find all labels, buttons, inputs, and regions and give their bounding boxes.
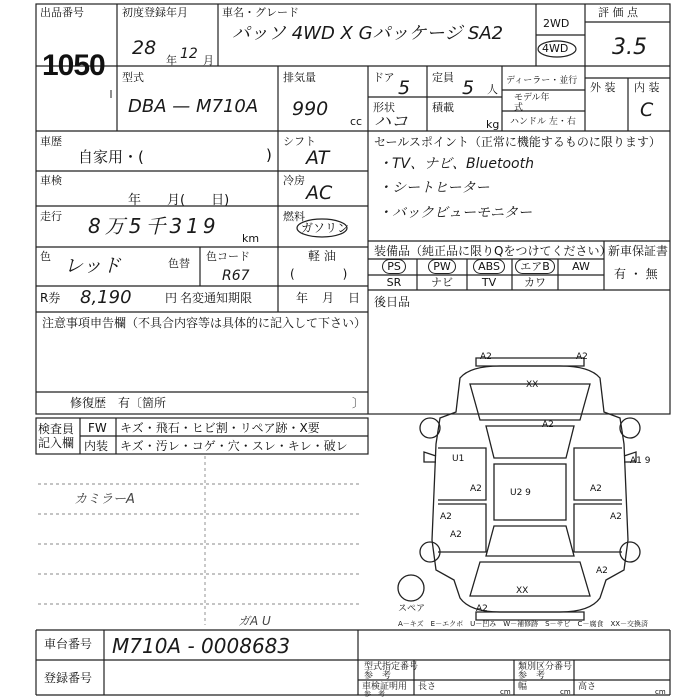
class-label: 類別区分番号: [518, 662, 573, 672]
mark-front-left: A2: [480, 352, 492, 362]
height-cm: cm: [655, 688, 666, 696]
rating-value: 3.5: [612, 35, 647, 60]
interior-row-label: 内装: [84, 439, 109, 453]
color-code-value: R67: [222, 268, 250, 284]
handle-label: ハンドル 左・右: [510, 117, 576, 127]
inspection-fields: 年 月( 日): [128, 193, 230, 208]
nc-year-unit: 年: [296, 291, 309, 305]
height-label: 高さ: [578, 682, 597, 692]
damage-legend: A－キズ E－エクボ U－凹み W－補修跡 S－サビ C－腐食 XX－交換済: [398, 620, 649, 628]
doors-value: 5: [398, 77, 411, 99]
load-label: 積載: [432, 101, 454, 114]
capacity-label: 定員: [432, 71, 454, 84]
doors-label: ドア: [373, 71, 395, 84]
mark-roof: U2 9: [510, 488, 531, 498]
equip-abs: ABS: [473, 259, 505, 274]
sales-point-2: ・シートヒーター: [378, 180, 490, 196]
first-reg-year: 28: [132, 37, 157, 59]
length-label: 長さ: [418, 682, 437, 692]
width-cm: cm: [560, 688, 571, 696]
shift-label: シフト: [283, 135, 316, 148]
diagram-note: ガA U: [238, 614, 271, 628]
warranty-value: 有 ・ 無: [614, 267, 658, 281]
inspector-label: 検査員記入欄: [38, 422, 75, 450]
name-grade-value: パッソ 4WD X Gパッケージ SA2: [232, 23, 504, 44]
equipment-title: 装備品（純正品に限りQをつけてください）: [374, 244, 612, 258]
color-code-label: 色コード: [206, 250, 250, 263]
displacement-value: 990: [292, 98, 329, 120]
km-unit: km: [242, 232, 260, 245]
capacity-value: 5: [462, 77, 475, 99]
mark-windshield: A2: [542, 420, 554, 430]
interior-value: C: [640, 99, 654, 121]
fuel-paren: ( ): [290, 267, 348, 281]
warranty-label: 新車保証書: [608, 244, 669, 258]
kg-unit: kg: [486, 118, 500, 131]
color-value: レッド: [64, 255, 121, 277]
type-ref-label: 参 考: [364, 671, 392, 681]
drive-4wd: 4WD: [542, 42, 569, 55]
interior-items: キズ・汚レ・コゲ・穴・スレ・キレ・破レ: [120, 439, 348, 453]
mileage-label: 走行: [40, 210, 62, 223]
model-label: 型式: [122, 71, 144, 84]
mark-left-quarter: A2: [450, 530, 462, 540]
lot-number: 1050: [42, 49, 105, 82]
mileage-value: 8万5千319: [88, 214, 220, 238]
aircon-value: AC: [306, 182, 333, 204]
mark-rear-xx: XX: [516, 586, 529, 596]
chassis-value: M710A - 0008683: [112, 634, 291, 658]
color-label: 色: [40, 250, 51, 263]
equip-pw: PW: [428, 259, 456, 274]
chassis-label: 車台番号: [44, 637, 93, 651]
first-reg-label: 初度登録年月: [122, 6, 188, 19]
recycle-value: 8,190: [80, 287, 132, 308]
equip-tv: TV: [481, 276, 497, 289]
spare-label: スペア: [398, 604, 426, 614]
vehicle-cert-ref: 参 考: [364, 690, 385, 698]
recycle-label: R券: [40, 291, 61, 305]
shift-value: AT: [306, 147, 330, 169]
fuel-light-oil: 軽 油: [308, 249, 336, 263]
first-reg-year-unit: 年: [166, 54, 177, 67]
history-close: ): [266, 146, 272, 164]
aircon-label: 冷房: [283, 174, 305, 187]
equip-leather: カワ: [524, 276, 546, 289]
model-year-label: モデル年式: [514, 93, 550, 113]
equip-aw: AW: [572, 260, 590, 273]
lot-label: 出品番号: [40, 6, 84, 19]
repair-value: 有〔箇所: [118, 396, 167, 410]
first-reg-month: 12: [180, 46, 198, 62]
interior-label: 内 装: [634, 81, 660, 94]
sales-point-1: ・TV、ナビ、Bluetooth: [378, 156, 534, 172]
name-change-label: 名変通知期限: [180, 291, 253, 305]
width-label: 幅: [518, 682, 528, 692]
dealer-label: ディーラー・並行: [506, 76, 578, 86]
history-value: 自家用・(: [78, 148, 144, 166]
yen-unit: 円: [165, 291, 178, 305]
registration-label: 登録番号: [44, 671, 93, 685]
name-grade-label: 車名・グレード: [222, 6, 299, 19]
fuel-gas: ガソリン: [301, 221, 350, 235]
fw-label: FW: [88, 421, 107, 435]
history-label: 車歴: [40, 135, 62, 148]
equip-ps: PS: [382, 259, 406, 274]
person-unit: 人: [487, 83, 498, 96]
mark-left-mid: A2: [470, 484, 482, 494]
length-cm: cm: [500, 688, 511, 696]
after-delivery-label: 後日品: [374, 295, 411, 309]
cc-unit: cc: [350, 115, 363, 128]
fuel-label: 燃料: [283, 210, 305, 223]
mark-right-mid: A2: [590, 484, 602, 494]
model-value: DBA — M710A: [128, 96, 259, 117]
type-designation-label: 型式指定番号: [364, 662, 419, 672]
sales-point-3: ・バックビューモニター: [378, 205, 532, 221]
class-ref-label: 参 考: [518, 671, 546, 681]
nc-day-unit: 日: [348, 291, 361, 305]
drive-2wd: 2WD: [543, 17, 570, 30]
mark-hood-xx: XX: [526, 380, 539, 390]
displacement-label: 排気量: [283, 71, 316, 84]
vehicle-cert-label: 車検証明用: [362, 682, 408, 692]
mark-right-fender: A1 9: [630, 456, 651, 466]
repair-close: 〕: [352, 396, 365, 410]
equip-sr: SR: [386, 276, 402, 289]
equip-navi: ナビ: [431, 276, 453, 289]
repair-label: 修復歴: [70, 396, 107, 410]
first-reg-month-unit: 月: [203, 54, 214, 67]
fw-items: キズ・飛石・ヒビ割・リペア跡・X要: [120, 421, 320, 435]
mark-left-rear: A2: [440, 512, 452, 522]
exterior-label: 外 装: [590, 81, 616, 94]
handwritten-note: カミラーA: [74, 492, 135, 507]
nc-month-unit: 月: [322, 291, 335, 305]
notes-title: 注意事項申告欄（不具合内容等は具体的に記入して下さい）: [42, 316, 367, 330]
mark-front-right: A2: [576, 352, 588, 362]
inspection-label: 車検: [40, 174, 62, 187]
sales-title: セールスポイント（正常に機能するものに限ります）: [374, 135, 661, 149]
equip-airbag: エアB: [515, 259, 555, 274]
mark-rear-left: A2: [476, 604, 488, 614]
mark-rear-right: A2: [596, 566, 608, 576]
mark-left-door: U1: [452, 454, 465, 464]
color-change-label: 色替: [168, 257, 190, 270]
shape-value: ハコ: [374, 112, 408, 132]
mark-right-rear: A2: [610, 512, 622, 522]
rating-label: 評 価 点: [598, 6, 638, 19]
shape-label: 形状: [373, 101, 395, 114]
